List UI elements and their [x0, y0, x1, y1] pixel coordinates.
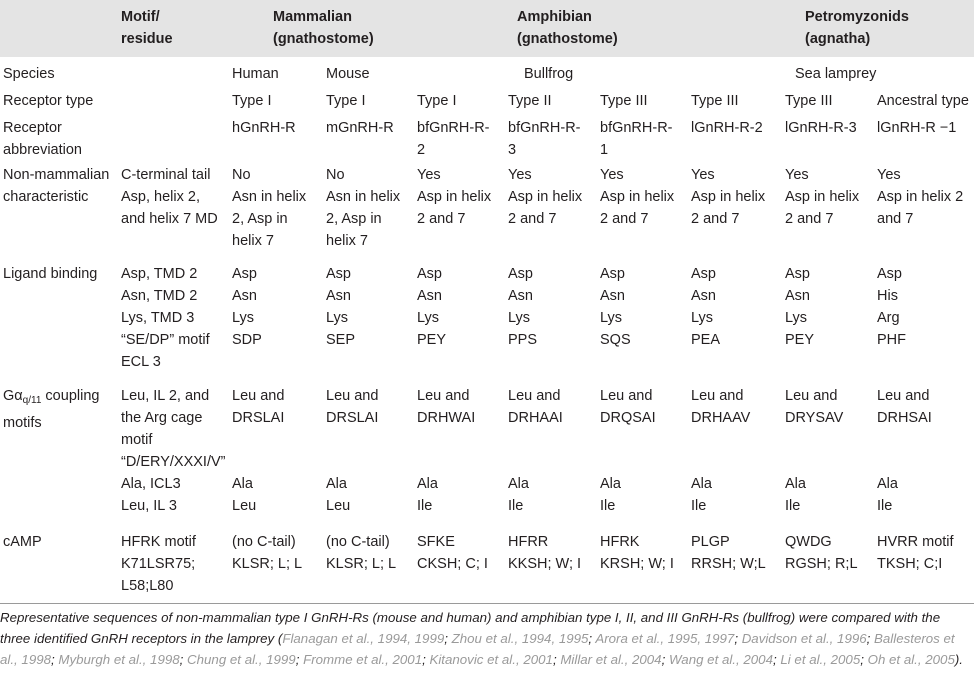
camp-cell: HFRK KRSH; W; I	[600, 534, 674, 572]
caption-reference-link[interactable]: Myburgh et al., 1998	[58, 652, 180, 667]
caption-text: ;	[295, 652, 304, 667]
caption-text: ;	[552, 652, 561, 667]
coupling-cell: Leu and DRSLAI Ala Leu	[326, 388, 379, 514]
receptor-type-cell: Type III	[691, 93, 739, 109]
row-label-camp: cAMP	[3, 534, 42, 550]
coupling-motif: Leu, IL 2, and the Arg cage motif “D/ERY/XXXI/V” Ala, ICL3 Leu, IL 3	[121, 388, 226, 514]
caption-text: ;	[422, 652, 430, 667]
camp-motif: HFRK motif K71LSR75; L58;L80	[121, 534, 196, 594]
caption-reference-link[interactable]: Fromme et al., 2001	[303, 652, 423, 667]
ligand-cell: Asp Asn Lys SDP	[232, 266, 262, 348]
coupling-cell: Leu and DRSLAI Ala Leu	[232, 388, 285, 514]
caption-reference-link[interactable]: Kitanovic et al., 2001	[429, 652, 553, 667]
caption-text: ;	[51, 652, 59, 667]
receptor-type-cell: Ancestral type	[877, 93, 969, 109]
ligand-cell: Asp Asn Lys PEA	[691, 266, 721, 348]
coupling-cell: Leu and DRHAAV Ala Ile	[691, 388, 751, 514]
receptor-type-cell: Type I	[417, 93, 457, 109]
ligand-cell: Asp Asn Lys PPS	[508, 266, 538, 348]
ligand-cell: Asp Asn Lys PEY	[785, 266, 815, 348]
caption-reference-link[interactable]: Arora et al., 1995, 1997	[595, 631, 735, 646]
caption-reference-link[interactable]: Oh et al., 2005	[867, 652, 955, 667]
nonmam-cell: No Asn in helix 2, Asp in helix 7	[232, 167, 307, 249]
header-group-petromyzonids: Petromyzonids (agnatha)	[805, 9, 909, 47]
row-label-ligand-binding: Ligand binding	[3, 266, 98, 282]
row-label-receptor-abbreviation: Receptor abbreviation	[3, 120, 82, 158]
species-sea-lamprey: Sea lamprey	[795, 66, 877, 82]
nonmam-cell: No Asn in helix 2, Asp in helix 7	[326, 167, 401, 249]
camp-cell: SFKE CKSH; C; I	[417, 534, 488, 572]
ligand-motif: Asp, TMD 2 Asn, TMD 2 Lys, TMD 3 “SE/DP” motif ECL 3	[121, 266, 210, 370]
caption-reference-link[interactable]: Ballesteros et al., 1998	[0, 631, 955, 667]
row-label-receptor-type: Receptor type	[3, 93, 94, 109]
nonmam-cell: Yes Asp in helix 2 and 7	[877, 167, 964, 227]
caption-text: ;	[772, 652, 781, 667]
receptor-type-cell: Type I	[232, 93, 272, 109]
abbrev-cell: hGnRH-R	[232, 120, 296, 136]
nonmam-motif: C-terminal tail Asp, helix 2, and helix 7 MD	[121, 167, 218, 227]
ligand-cell: Asp Asn Lys PEY	[417, 266, 447, 348]
row-label-non-mammalian: Non-mammalian characteristic	[3, 167, 110, 205]
caption-reference-link[interactable]: Flanagan et al., 1994, 1999	[282, 631, 445, 646]
row-label-coupling-motifs: $G\alpha_{q/11}$ coupling motifs	[3, 388, 100, 431]
species-human: Human	[232, 66, 279, 82]
caption-text: ;	[734, 631, 742, 646]
camp-cell: QWDG RGSH; R;L	[785, 534, 858, 572]
ligand-cell: Asp Asn Lys SEP	[326, 266, 356, 348]
caption-reference-link[interactable]: Li et al., 2005	[780, 652, 861, 667]
abbrev-cell: bfGnRH-R- 2	[417, 120, 490, 158]
receptor-type-cell: Type III	[785, 93, 833, 109]
ligand-cell: Asp Asn Lys SQS	[600, 266, 631, 348]
caption-text: ;	[444, 631, 452, 646]
caption-text: ;	[866, 631, 875, 646]
abbrev-cell: lGnRH-R-2	[691, 120, 763, 136]
nonmam-cell: Yes Asp in helix 2 and 7	[785, 167, 860, 227]
coupling-cell: Leu and DRHSAI Ala Ile	[877, 388, 932, 514]
abbrev-cell: lGnRH-R −1	[877, 120, 957, 136]
abbrev-cell: bfGnRH-R- 3	[508, 120, 581, 158]
abbrev-cell: bfGnRH-R- 1	[600, 120, 673, 158]
caption-text: ;	[860, 652, 868, 667]
coupling-cell: Leu and DRQSAI Ala Ile	[600, 388, 656, 514]
ligand-cell: Asp His Arg PHF	[877, 266, 906, 348]
row-label-species: Species	[3, 66, 55, 82]
nonmam-cell: Yes Asp in helix 2 and 7	[508, 167, 583, 227]
caption-reference-link[interactable]: Millar et al., 2004	[560, 652, 662, 667]
caption-reference-link[interactable]: Davidson et al., 1996	[741, 631, 867, 646]
caption-text: ;	[179, 652, 188, 667]
camp-cell: PLGP RRSH; W;L	[691, 534, 766, 572]
nonmam-cell: Yes Asp in helix 2 and 7	[417, 167, 492, 227]
table-caption	[0, 607, 974, 670]
abbrev-cell: lGnRH-R-3	[785, 120, 857, 136]
nonmam-cell: Yes Asp in helix 2 and 7	[691, 167, 766, 227]
camp-cell: (no C-tail) KLSR; L; L	[232, 534, 303, 572]
table-bottom-rule	[0, 603, 974, 604]
header-motif: Motif/ residue	[121, 9, 173, 47]
header-group-mammalian: Mammalian (gnathostome)	[273, 9, 374, 47]
camp-cell: HFRR KKSH; W; I	[508, 534, 582, 572]
caption-reference-link[interactable]: Chung et al., 1999	[187, 652, 296, 667]
caption-text: ;	[588, 631, 596, 646]
caption-reference-link[interactable]: Wang et al., 2004	[668, 652, 773, 667]
coupling-cell: Leu and DRHAAI Ala Ile	[508, 388, 563, 514]
nonmam-cell: Yes Asp in helix 2 and 7	[600, 167, 675, 227]
camp-cell: (no C-tail) KLSR; L; L	[326, 534, 397, 572]
receptor-type-cell: Type II	[508, 93, 552, 109]
caption-text: Representative sequences of non-mammalian type I GnRH-Rs (mouse and human) and amphibian type I, II, and III GnRH-Rs (bullfrog) were compared with the three identified GnRH receptors in the lamprey (	[0, 610, 941, 646]
header-group-amphibian: Amphibian (gnathostome)	[517, 9, 618, 47]
coupling-cell: Leu and DRHWAI Ala Ile	[417, 388, 476, 514]
camp-cell: HVRR motif TKSH; C;I	[877, 534, 954, 572]
coupling-cell: Leu and DRYSAV Ala Ile	[785, 388, 844, 514]
receptor-type-cell: Type III	[600, 93, 648, 109]
receptor-type-cell: Type I	[326, 93, 366, 109]
caption-reference-link[interactable]: Zhou et al., 1994, 1995	[451, 631, 589, 646]
species-bullfrog: Bullfrog	[524, 66, 574, 82]
species-mouse: Mouse	[326, 66, 370, 82]
abbrev-cell: mGnRH-R	[326, 120, 394, 136]
caption-text: ;	[661, 652, 669, 667]
caption-text: ).	[954, 652, 963, 667]
